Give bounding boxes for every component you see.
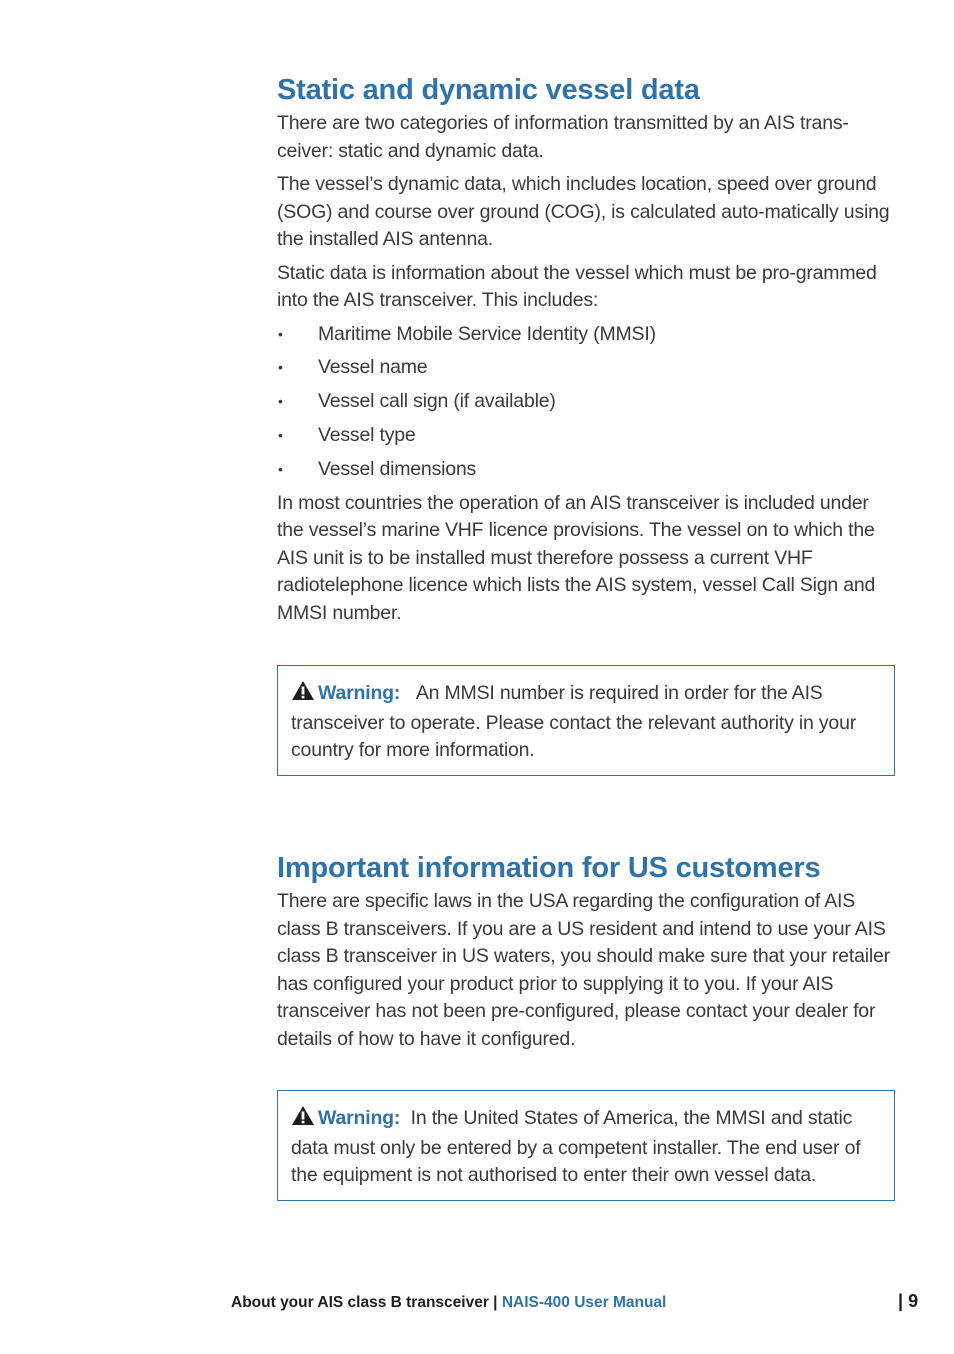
bullet: • [278, 325, 283, 342]
licence-paragraph: In most countries the operation of an AIS transceiver is included under the vessel’s marine VHF licence provisions. The vessel on to which the AIS unit is to be installed must therefore possess a current VHF radiotelephone licence which lists the AIS system, vessel Call Sign and MMSI number. [277, 491, 876, 624]
warning-triangle-icon [291, 1105, 315, 1135]
list-item: • Vessel call sign (if available) [277, 388, 897, 416]
bullet: • [278, 359, 283, 376]
warning-box-us [277, 1090, 895, 1201]
warning-box-mmsi [277, 665, 895, 776]
warning-triangle-icon [291, 680, 315, 710]
warning-label: Warning: [318, 1107, 401, 1129]
section-heading-static-dynamic: Static and dynamic vessel data [277, 74, 700, 106]
footer-separator: | [493, 1294, 498, 1311]
us-laws-paragraph: There are specific laws in the USA regarding the configuration of AIS class B transceivers. If you are a US resident and intend to use your AIS class B transceiver in US waters, you should make sure that your retailer has configured your product prior to supplying it to you. If your AIS transceiver has not been pre-configured, please contact your dealer for details of how to have it configured. [277, 890, 890, 1050]
warning-label: Warning: [318, 682, 401, 704]
footer-chapter: About your AIS class B transceiver [231, 1294, 489, 1311]
list-item: • Vessel name [277, 354, 897, 382]
static-data-paragraph: Static data is information about the vessel which must be pro-grammed into the AIS transceiver. This includes: [277, 261, 877, 311]
intro-paragraph: There are two categories of information transmitted by an AIS trans-ceiver: static and dynamic data. [277, 112, 849, 162]
warning-text: An MMSI number is required in order for the AIS transceiver to operate. Please contact the relevant authority in your country for more information. [291, 682, 857, 761]
list-item: • Maritime Mobile Service Identity (MMSI) [277, 321, 897, 349]
page-number-separator: | [898, 1291, 904, 1311]
list-item: • Vessel type [277, 422, 897, 450]
static-data-list [277, 321, 897, 484]
list-item: • Vessel dimensions [277, 456, 897, 484]
warning-text: In the United States of America, the MMSI and static data must only be entered by a competent installer. The end user of the equipment is not authorised to enter their own vessel data. [291, 1107, 861, 1186]
page-number-value: 9 [908, 1291, 919, 1311]
page-number [898, 1291, 918, 1312]
footer-manual-title: NAIS-400 User Manual [501, 1294, 667, 1311]
section-heading-us-customers: Important information for US customers [277, 852, 821, 884]
bullet: • [278, 461, 283, 478]
bullet: • [278, 393, 283, 410]
section-static-dynamic [277, 70, 897, 633]
bullet: • [278, 427, 283, 444]
page-footer [231, 1294, 666, 1312]
dynamic-data-paragraph: The vessel’s dynamic data, which includes location, speed over ground (SOG) and course over ground (COG), is calculated auto-matically using the installed AIS antenna. [277, 173, 890, 250]
section-us-customers [277, 848, 897, 1059]
